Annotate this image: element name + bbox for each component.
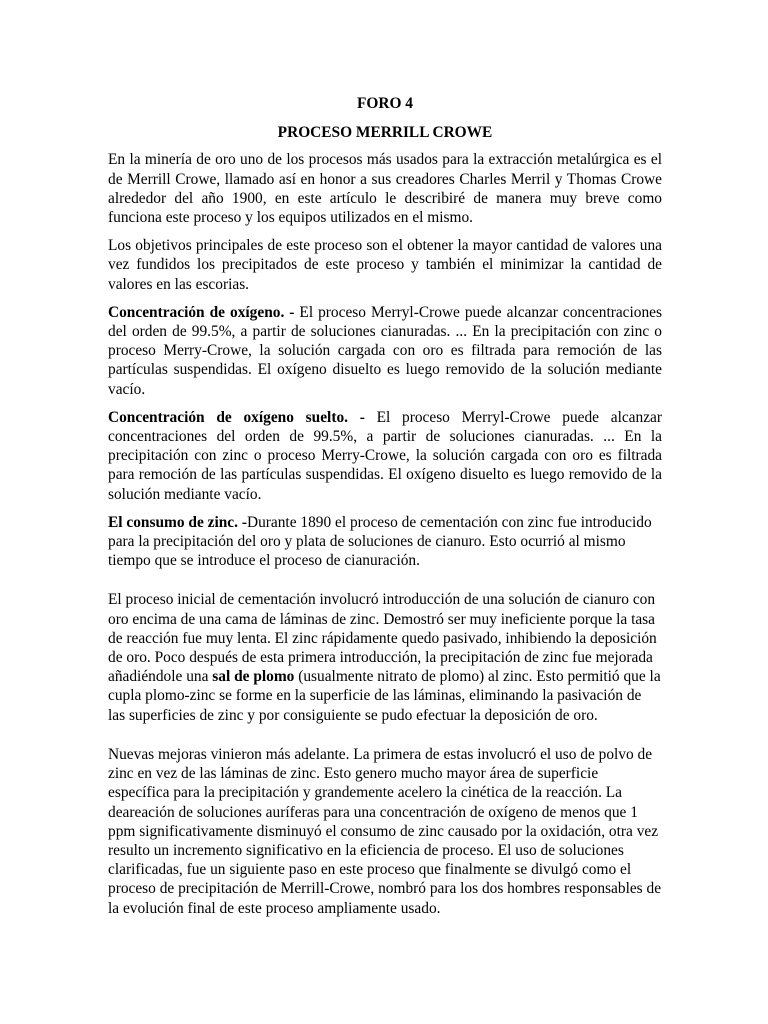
initial-text-part2: (usualmente nitrato de plomo) al zinc. Esto permitió que la cupla plomo-zinc se forme en la superficie de las láminas, eliminando la pasivación de las superficies de zinc y por consiguiente se pudo efectuar la deposición de oro. bbox=[108, 668, 661, 724]
paragraph-dissolved-oxygen bbox=[108, 408, 662, 504]
document-body bbox=[108, 94, 662, 918]
paragraph-objectives: Los objetivos principales de este proceso son el obtener la mayor cantidad de valores una vez fundidos los precipitados de este proceso y también el minimizar la cantidad de valores en las escorias. bbox=[108, 237, 662, 293]
dissolved-oxygen-text: El proceso Merryl-Crowe puede alcanzar concentraciones del orden de 99.5%, a partir de soluciones cianuradas. ... En la precipitación con zinc o proceso Merry-Crowe, la solución cargada con oro es filtrada para remoción de las partículas suspendidas. El oxígeno disuelto es luego removido de la solución mediante vacío. bbox=[108, 408, 662, 503]
document-title: FORO 4 bbox=[356, 95, 413, 112]
lead-salt-term: sal de plomo bbox=[212, 668, 295, 686]
paragraph-zinc-consumption bbox=[108, 513, 662, 571]
document-subtitle: PROCESO MERRILL CROWE bbox=[277, 124, 493, 142]
paragraph-initial-cementation bbox=[108, 590, 662, 724]
zinc-text: Durante 1890 el proceso de cementación con zinc fue introducido para la precipitación del oro y plata de soluciones de cianuro. Esto ocurrió al mismo tiempo que se introduce el proceso de cianuración. bbox=[108, 513, 652, 570]
paragraph-oxygen-concentration bbox=[108, 303, 662, 399]
zinc-heading: El consumo de zinc. - bbox=[108, 513, 247, 531]
paragraph-improvements: Nuevas mejoras vinieron más adelante. La primera de estas involucró el uso de polvo de zinc en vez de las láminas de zinc. Esto genero mucho mayor área de superficie específica para la precipitación y grandemente acelero la cinética de la reacción. La deareación de soluciones auríferas para una concentración de oxígeno de menos que 1 ppm significativamente disminuyó el consumo de zinc causado por la oxidación, otra vez resulto un incremento significativo en la eficiencia de proceso. El uso de soluciones clarificadas, fue un siguiente paso en este proceso que finalmente se divulgó como el proceso de precipitación de Merrill-Crowe, nombró para los dos hombres responsables de la evolución final de este proceso ampliamente usado. bbox=[108, 745, 662, 917]
initial-text-part1: El proceso inicial de cementación involucró introducción de una solución de cianuro con oro encima de una cama de láminas de zinc. Demostró ser muy ineficiente porque la tasa de reacción fue muy lenta. El zinc rápidamente quedo pasivado, inhibiendo la deposición de oro. Poco después de esta primera introducción, la precipitación de zinc fue mejorada añadiéndole una bbox=[108, 591, 657, 686]
dissolved-oxygen-heading: Concentración de oxígeno suelto. - bbox=[108, 408, 365, 426]
oxygen-text: El proceso Merryl-Crowe puede alcanzar concentraciones del orden de 99.5%, a partir de soluciones cianuradas. ... En la precipitación con zinc o proceso Merry-Crowe, la solución cargada con oro es filtrada para remoción de las partículas suspendidas. El oxígeno disuelto es luego removido de la solución mediante vacío. bbox=[108, 303, 662, 398]
oxygen-heading: Concentración de oxígeno. - bbox=[108, 303, 295, 321]
paragraph-intro: En la minería de oro uno de los procesos más usados para la extracción metalúrgica es el de Merrill Crowe, llamado así en honor a sus creadores Charles Merril y Thomas Crowe alrededor del año 1900, en este artículo le describiré de manera muy breve como funciona este proceso y los equipos utilizados en el mismo. bbox=[108, 151, 662, 227]
